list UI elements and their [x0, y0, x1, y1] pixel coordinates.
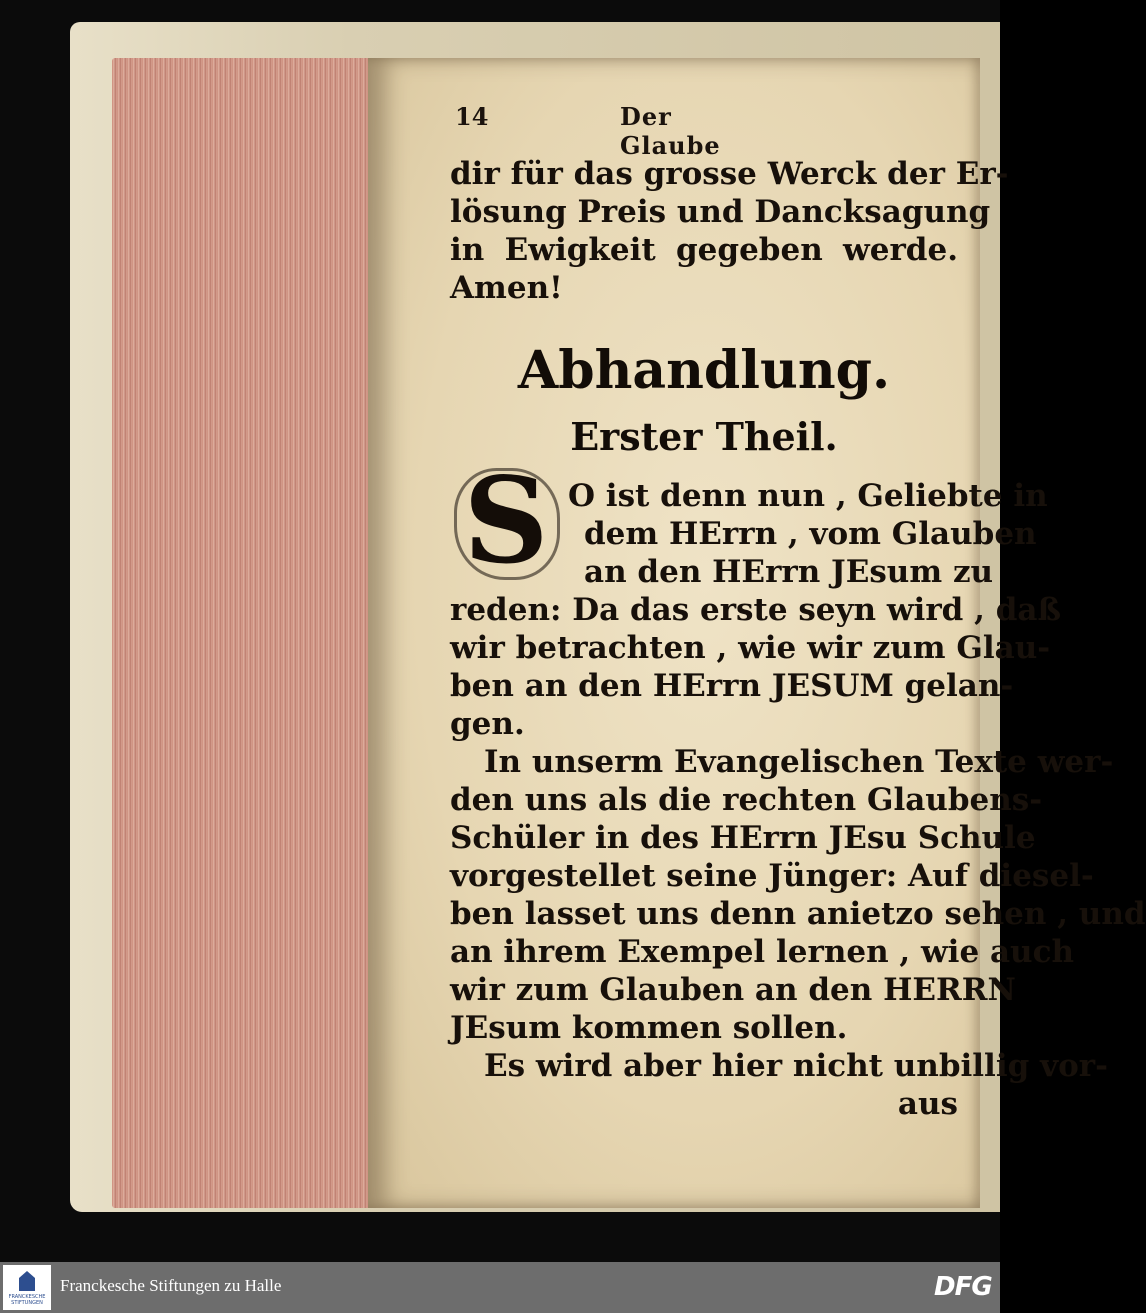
text-line: O ist denn nun , Geliebte in — [568, 478, 1048, 514]
drop-cap-letter: S — [463, 451, 549, 590]
text-line: in Ewigkeit gegeben werde. — [450, 232, 958, 268]
drop-cap — [450, 451, 562, 590]
text-line: wir betrachten , wie wir zum Glau- — [450, 630, 1051, 666]
text-line: dir für das grosse Werck der Er- — [450, 156, 1009, 192]
text-line: JEsum kommen sollen. — [450, 1010, 848, 1046]
text-line: an den HErrn JEsum zu — [584, 554, 994, 590]
text-line: reden: Da das erste seyn wird , daß — [450, 592, 1062, 628]
catchword: aus — [897, 1086, 958, 1122]
page-edges — [112, 58, 370, 1208]
institution-name: Franckesche Stiftungen zu Halle — [60, 1276, 282, 1295]
section-subheading: Erster Theil. — [570, 414, 838, 459]
text-line: vorgestellet seine Jünger: Auf diesel- — [450, 858, 1094, 894]
text-line: ben an den HErrn JESUM gelan- — [450, 668, 1014, 704]
text-line: Amen! — [450, 270, 563, 306]
running-head — [455, 102, 775, 160]
logo-text: FRANCKESCHE STIFTUNGEN — [8, 1294, 46, 1306]
running-title: Der Glaube — [620, 102, 721, 160]
logo-building-icon — [19, 1271, 35, 1291]
text-line: lösung Preis und Dancksagung — [450, 194, 991, 230]
text-line: den uns als die rechten Glaubens- — [450, 782, 1043, 818]
text-line: Es wird aber hier nicht unbillig vor- — [484, 1048, 1108, 1084]
page-number: 14 — [455, 102, 489, 131]
text-line: wir zum Glauben an den HERRN — [450, 972, 1016, 1008]
drop-cap-ornament — [454, 468, 560, 580]
dfg-logo[interactable]: DFG — [934, 1272, 992, 1302]
text-line: In unserm Evangelischen Texte wer- — [484, 744, 1114, 780]
text-line: ben lasset uns denn anietzo sehen , und — [450, 896, 1146, 932]
text-line: an ihrem Exempel lernen , wie auch — [450, 934, 1075, 970]
viewer-footer — [0, 1262, 1000, 1313]
text-line: dem HErrn , vom Glauben — [584, 516, 1037, 552]
text-line: Schüler in des HErrn JEsu Schule — [450, 820, 1036, 856]
text-line: gen. — [450, 706, 525, 742]
section-heading: Abhandlung. — [517, 340, 891, 401]
institution-logo[interactable] — [3, 1265, 51, 1310]
